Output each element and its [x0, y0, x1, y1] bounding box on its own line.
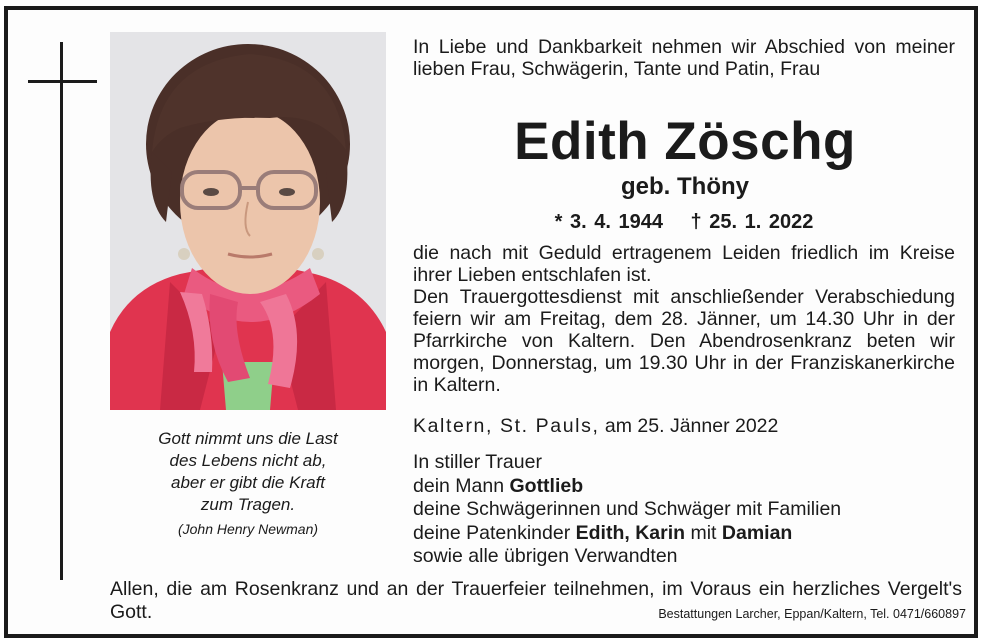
obituary-body: [413, 242, 955, 396]
deceased-name: Edith Zöschg: [514, 112, 856, 171]
portrait-illustration: [110, 32, 386, 410]
quote-line: Gott nimmt uns die Last: [158, 429, 338, 448]
life-dates: [413, 209, 955, 235]
mourner-line: sowie alle übrigen Verwandten: [413, 545, 678, 567]
mourner-name: Edith, Karin: [575, 521, 686, 544]
mourner-prefix: deine Patenkinder: [413, 521, 576, 544]
intro-text: In Liebe und Dankbarkeit nehmen wir Abschied von meiner lieben Frau, Schwägerin, Tante und Patin, Frau: [413, 36, 955, 80]
death-date: † 25. 1. 2022: [690, 211, 814, 233]
mourner-line: deine Schwägerinnen und Schwäger mit Familien: [413, 498, 842, 520]
mourner-line: [413, 522, 958, 546]
mourner-name: Gottlieb: [509, 474, 584, 497]
body-paragraph: die nach mit Geduld ertragenem Leiden friedlich im Kreise ihrer Lieben entschlafen ist.: [413, 242, 955, 286]
thanks-text: Allen, die am Rosenkranz und an der Trauerfeier teilnehmen, im Voraus ein herzliches Vergelt's Gott.: [110, 578, 962, 623]
quote-line: des Lebens nicht ab,: [169, 451, 327, 470]
cross-vertical-bar: [60, 42, 63, 580]
mourners-list: [413, 451, 958, 569]
place-location: Kaltern, St. Pauls,: [413, 415, 600, 437]
place-and-date: [413, 414, 955, 438]
body-paragraph: Den Trauergottesdienst mit anschließender Verabschiedung feiern wir am Freitag, dem 28. Jänner, um 14.30 Uhr in der Pfarrkirche von Kaltern. Den Abendrosenkranz beten wir morgen, Donnerstag, um 19.30 Uhr in der Franziskanerkirche in Kaltern.: [413, 286, 955, 396]
quote-author: (John Henry Newman): [177, 521, 319, 537]
portrait-photo: [110, 32, 386, 410]
quote-line: aber er gibt die Kraft: [170, 473, 326, 492]
mourner-line: [413, 475, 958, 499]
birth-name: geb. Thöny: [621, 173, 749, 200]
undertaker-credit: Bestattungen Larcher, Eppan/Kaltern, Tel. 0471/660897: [658, 607, 966, 621]
memorial-quote: [110, 428, 386, 540]
place-date: am 25. Jänner 2022: [604, 415, 779, 437]
birth-date: * 3. 4. 1944: [554, 211, 663, 233]
mourner-connector: mit: [685, 521, 722, 544]
mourner-prefix: dein Mann: [413, 474, 510, 497]
mourner-name: Damian: [721, 521, 793, 544]
mourners-heading: In stiller Trauer: [413, 451, 542, 473]
cross-horizontal-bar: [28, 80, 97, 83]
quote-line: zum Tragen.: [200, 495, 296, 514]
